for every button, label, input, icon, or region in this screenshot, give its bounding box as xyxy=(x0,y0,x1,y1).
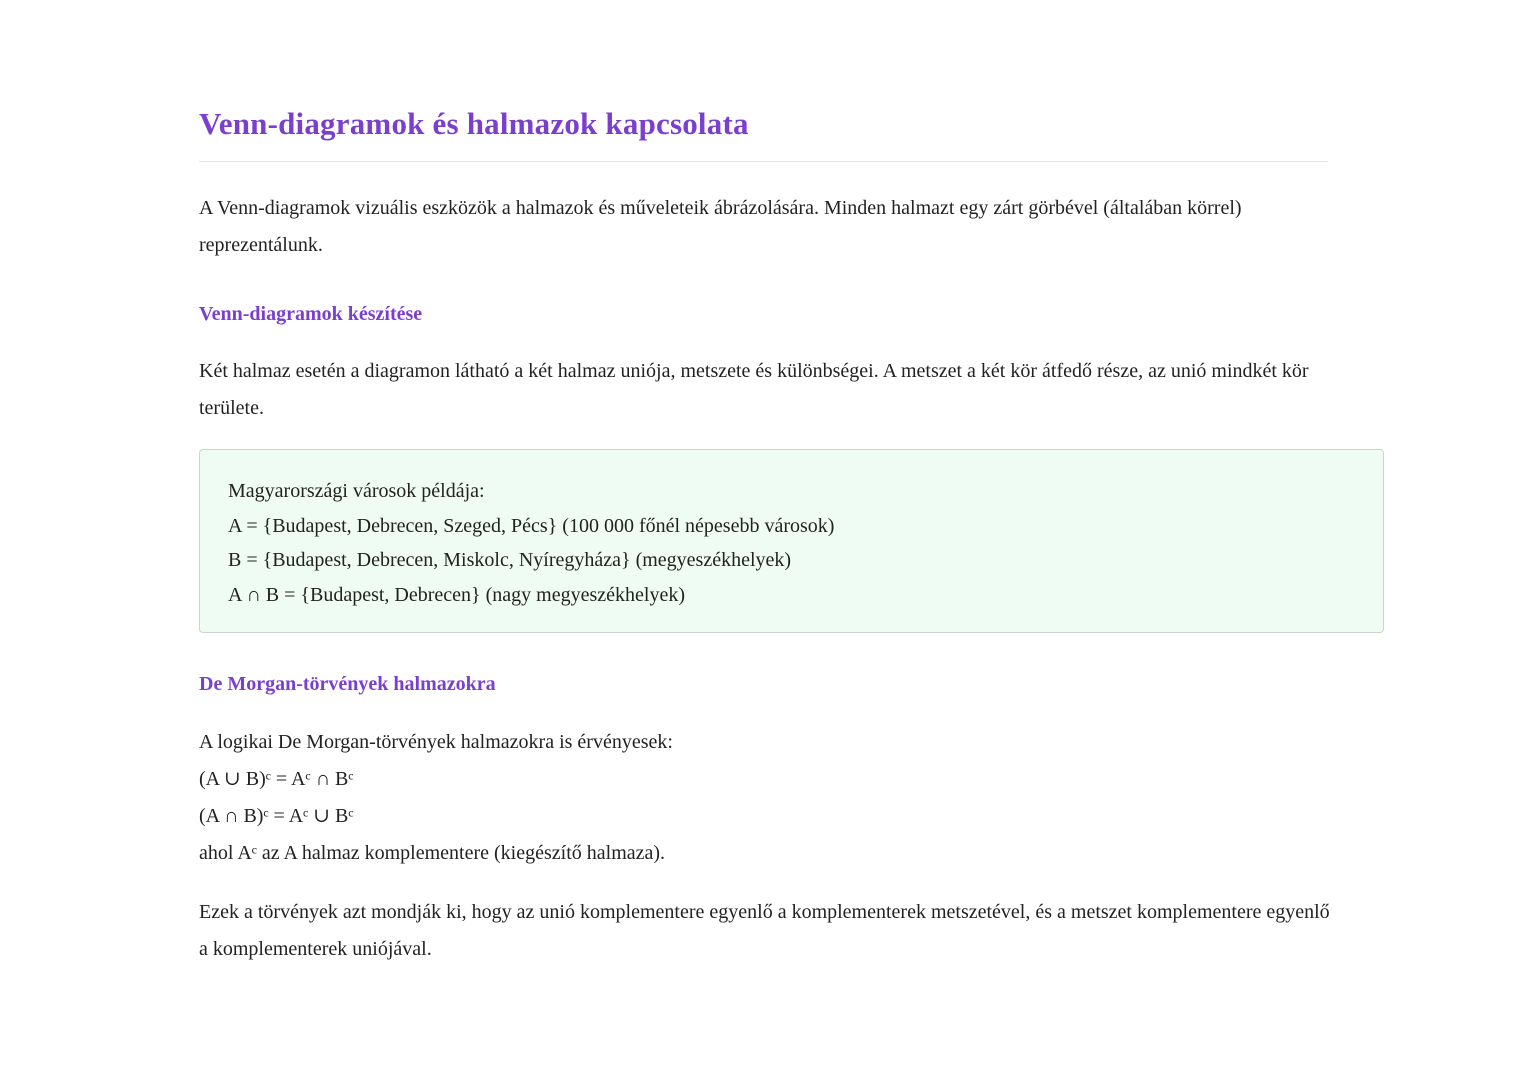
example-intersection: A ∩ B = {Budapest, Debrecen} (nagy megyeszékhelyek) xyxy=(228,583,686,606)
de-morgan-intro: A logikai De Morgan-törvények halmazokra is érvényesek: xyxy=(199,731,673,753)
intro-paragraph: A Venn-diagramok vizuális eszközök a halmazok és műveleteik ábrázolására. Minden halmazt egy zárt görbével (általában körrel) reprezentálunk. xyxy=(199,197,1242,256)
venn-paragraph: Két halmaz esetén a diagramon látható a két halmaz uniója, metszete és különbségei. A metszet a két kör átfedő része, az unió mindkét kör területe. xyxy=(199,360,1309,419)
example-title: Magyarországi városok példája: xyxy=(228,480,485,502)
example-box xyxy=(199,449,1384,633)
complement-definition: ahol Aᶜ az A halmaz komplementere (kiegészítő halmaza). xyxy=(199,842,666,864)
title-divider xyxy=(199,161,1328,162)
page-title: Venn-diagramok és halmazok kapcsolata xyxy=(199,106,749,141)
de-morgan-law-2: (A ∩ B)ᶜ = Aᶜ ∪ Bᶜ xyxy=(199,805,354,827)
example-lines xyxy=(228,474,834,612)
example-set-b: B = {Budapest, Debrecen, Miskolc, Nyíregyháza} (megyeszékhelyek) xyxy=(228,549,792,572)
de-morgan-block xyxy=(199,724,673,872)
closing-paragraph: Ezek a törvények azt mondják ki, hogy az unió komplementere egyenlő a komplementerek metszetével, és a metszet komplementere egyenlő a komplementerek uniójával. xyxy=(199,901,1330,960)
section-heading-venn: Venn-diagramok készítése xyxy=(199,303,423,325)
section-heading-de-morgan: De Morgan-törvények halmazokra xyxy=(199,673,496,695)
de-morgan-law-1: (A ∪ B)ᶜ = Aᶜ ∩ Bᶜ xyxy=(199,768,354,790)
example-set-a: A = {Budapest, Debrecen, Szeged, Pécs} (100 000 főnél népesebb városok) xyxy=(228,514,835,537)
